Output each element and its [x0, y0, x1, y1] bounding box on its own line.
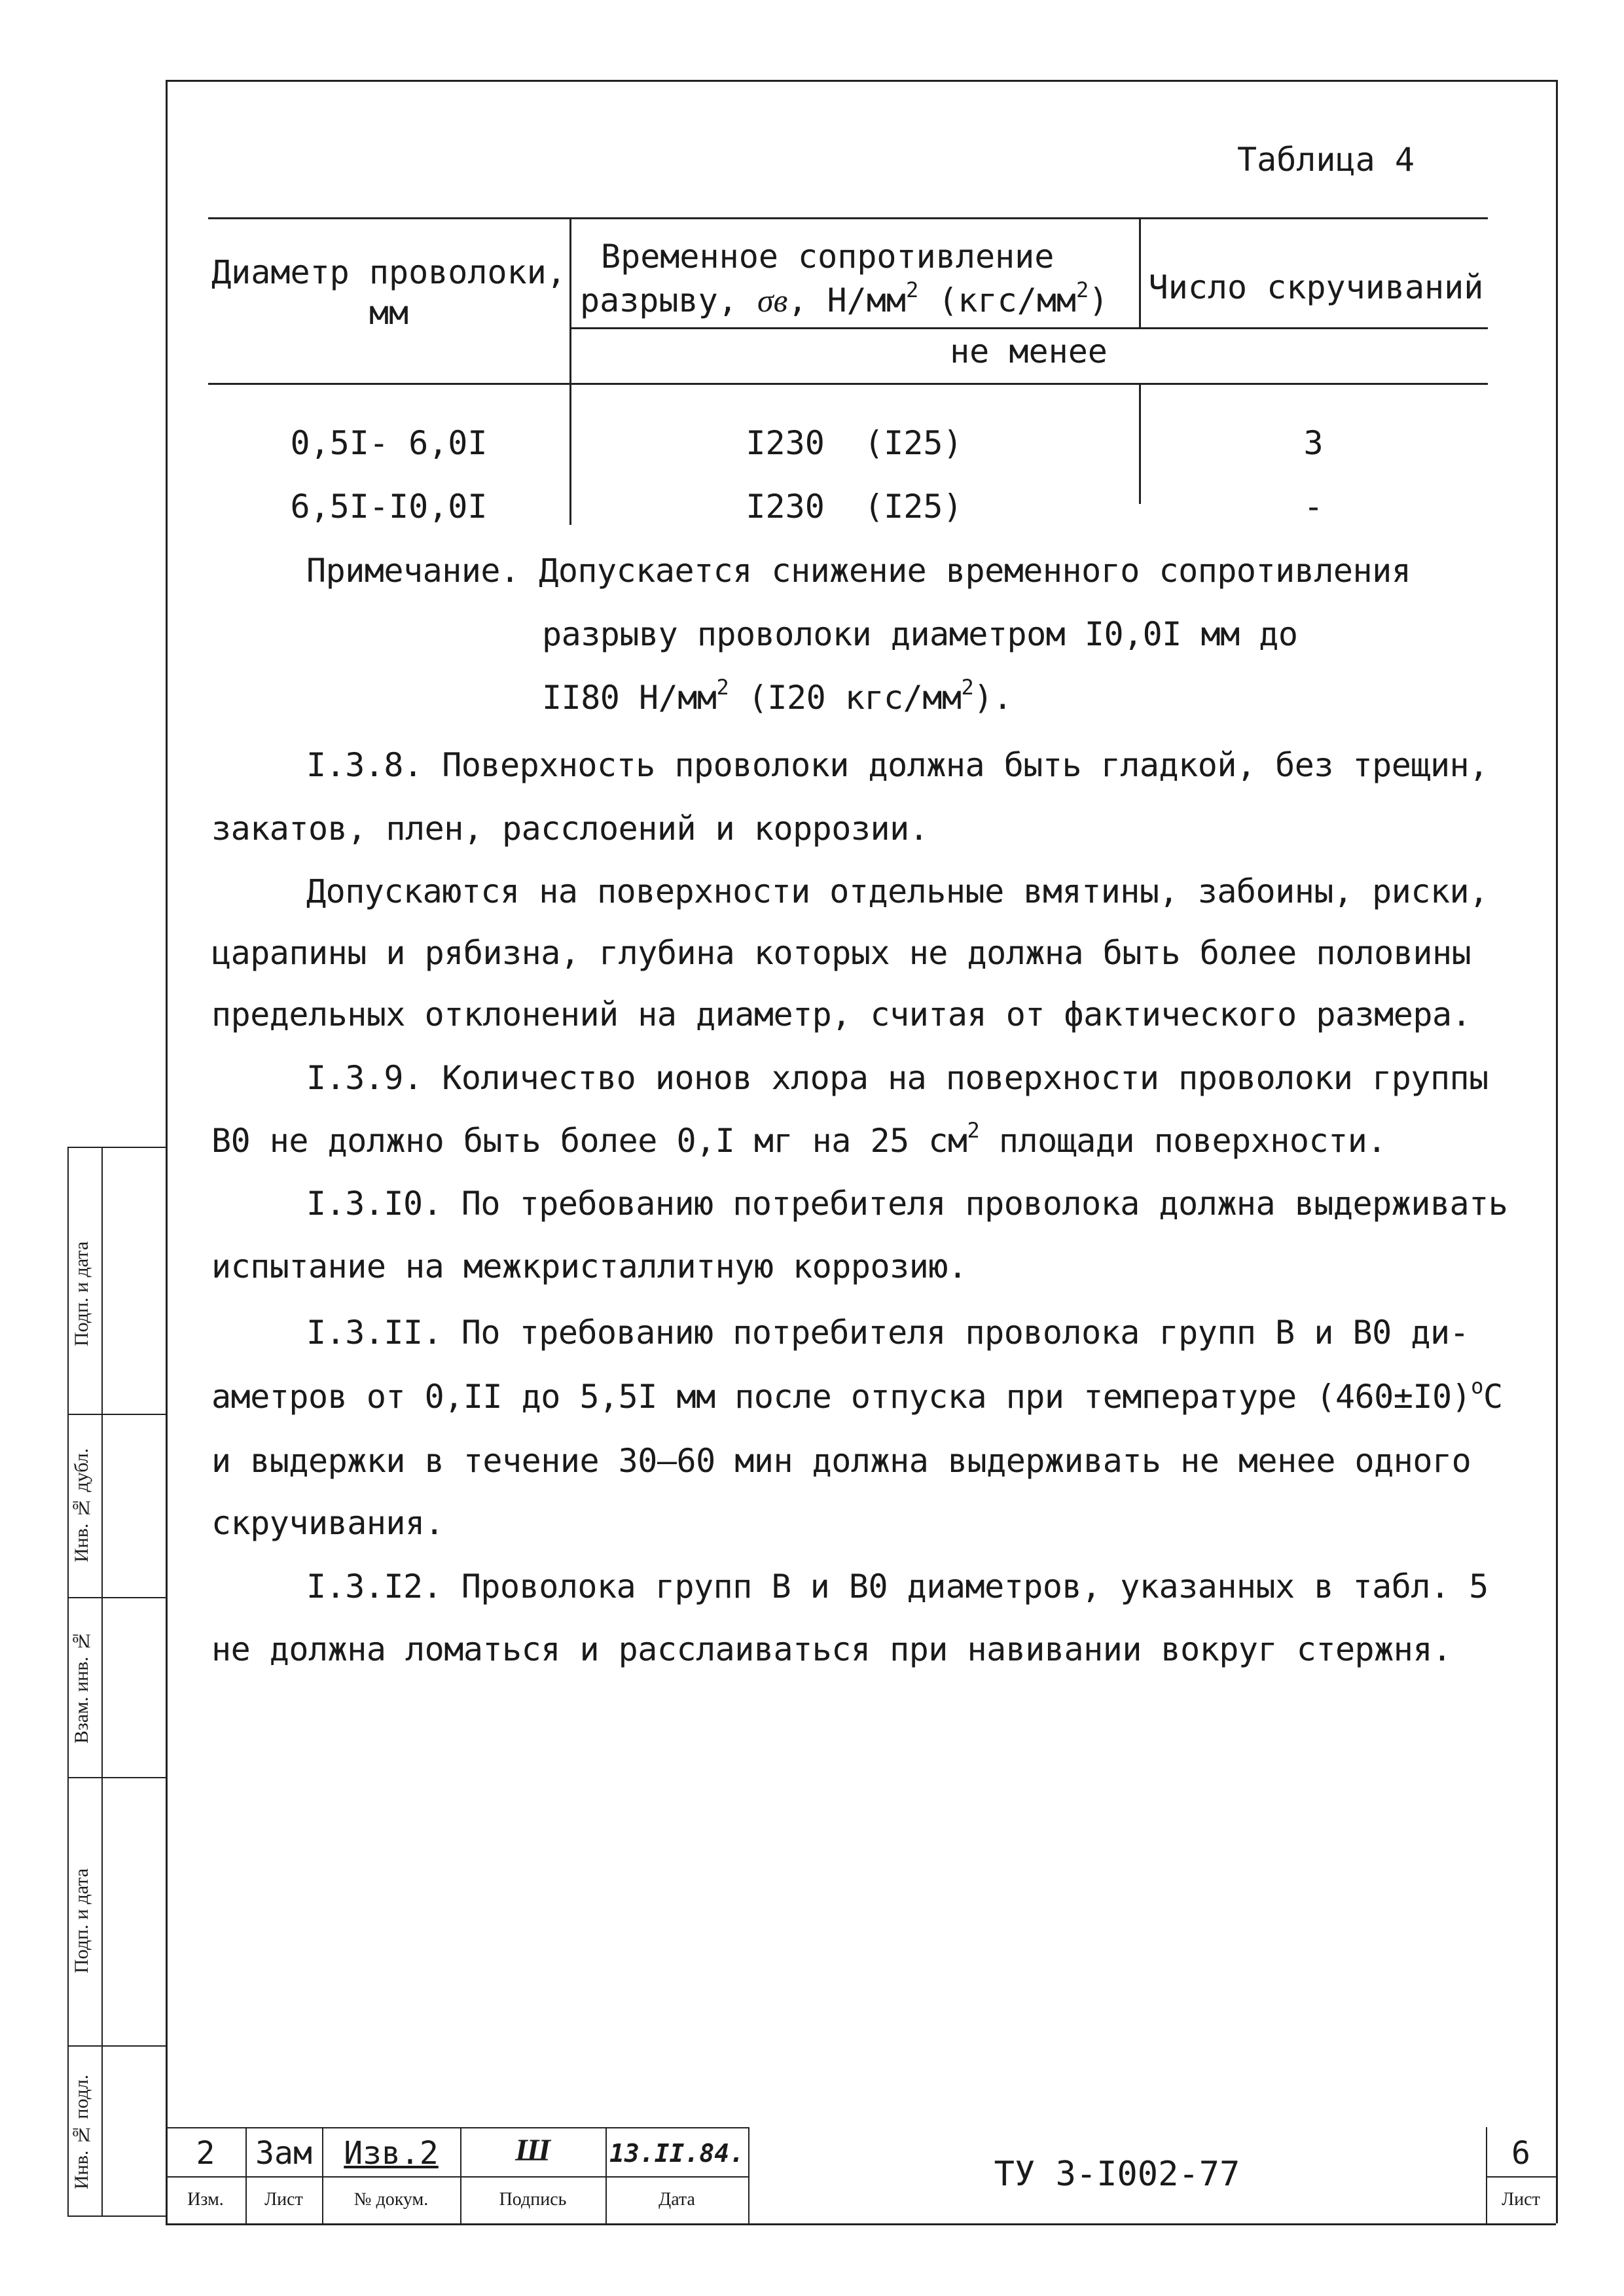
- paragraph-1-3-10-line-2: испытание на межкристаллитную коррозию.: [211, 1247, 967, 1285]
- paragraph-1-3-9-line-2-a: В0 не должно быть более 0,I мг на 25 см: [211, 1122, 967, 1160]
- paragraph-1-3-9-line-2-b: площади поверхности.: [979, 1122, 1386, 1160]
- paragraph-1-3-12-line-2: не должна ломаться и расслаиваться при навивании вокруг стержня.: [211, 1630, 1452, 1668]
- side-stamp-div-2: [67, 1597, 166, 1598]
- paragraph-1-3-11-line-2-a: аметров от 0,II до 5,5I мм после отпуска при температуре (460±I0): [211, 1378, 1471, 1416]
- note-line-3-b: (I20 кгс/мм: [729, 679, 962, 717]
- paragraph-1-3-11-line-1: I.3.II. По требованию потребителя проволока групп В и В0 ди-: [306, 1314, 1470, 1352]
- stamp-izm-value: 2: [196, 2135, 215, 2172]
- frame-right: [1556, 80, 1558, 2223]
- side-stamp-div-1: [67, 1414, 166, 1415]
- header-twists: Число скручиваний: [1148, 268, 1484, 306]
- paragraph-1-3-11-line-4: скручивания.: [211, 1504, 444, 1542]
- side-label-inv-dubl: Инв. № дубл.: [71, 1448, 92, 1563]
- stamp-list-value: Зам: [255, 2135, 312, 2172]
- degree-sign: o: [1471, 1374, 1483, 1399]
- header-diameter-line1: Диаметр проволоки,: [211, 253, 566, 291]
- note-line-2: разрыву проволоки диаметром I0,0I мм до: [542, 615, 1298, 653]
- side-label-podp-data-bottom: Подп. и дата: [71, 1868, 92, 1974]
- sigma-symbol: σв: [757, 282, 788, 319]
- side-stamp-outer-left: [67, 1147, 69, 2215]
- side-stamp-div-3: [67, 1777, 166, 1778]
- title-block-top: [166, 2127, 748, 2128]
- header-strength-line1: Временное сопротивление: [601, 238, 1055, 276]
- paragraph-1-3-10-line-1: I.3.I0. По требованию потребителя проволока должна выдерживать: [306, 1185, 1508, 1223]
- note-line-3-a: II80 Н/мм: [542, 679, 717, 717]
- superscript: 2: [905, 278, 919, 302]
- header-min-note: не менее: [950, 332, 1108, 370]
- row-1-strength: I230 (I25): [746, 424, 963, 462]
- note-line-3: [542, 675, 1013, 717]
- header-strength-unit: , Н/мм: [787, 281, 906, 319]
- note-line-1: Примечание. Допускается снижение временного сопротивления: [306, 552, 1411, 590]
- paragraph-1-3-11-line-3: и выдержки в течение 30–60 мин должна выдерживать не менее одного: [211, 1442, 1471, 1480]
- stamp-signature: Ш: [514, 2133, 551, 2168]
- header-strength-close: ): [1089, 281, 1109, 319]
- frame-bottom: [166, 2223, 1556, 2225]
- table-caption: Таблица 4: [1237, 141, 1415, 179]
- header-strength-unit-kgs: (кгс/мм: [918, 281, 1077, 319]
- table-subheader-rule: [569, 327, 1488, 329]
- header-diameter: [208, 252, 569, 333]
- header-diameter-unit: мм: [369, 294, 409, 332]
- superscript: 2: [1076, 278, 1089, 302]
- stamp-doc-caption: № докум.: [353, 2189, 429, 2210]
- paragraph-1-3-11-line-2: [211, 1374, 1503, 1416]
- side-stamp-top: [67, 1147, 166, 1148]
- paragraph-dop-line-1: Допускаются на поверхности отдельные вмятины, забоины, риски,: [306, 872, 1489, 910]
- stamp-izm-caption: Изм.: [187, 2189, 224, 2210]
- paragraph-dop-line-3: предельных отклонений на диаметр, считая от фактического размера.: [211, 996, 1471, 1033]
- sheet-number: 6: [1511, 2135, 1530, 2172]
- table-col-divider-2: [1139, 217, 1141, 327]
- side-label-podp-data-top: Подп. и дата: [71, 1241, 92, 1347]
- stamp-date-caption: Дата: [659, 2189, 695, 2210]
- frame-top: [166, 80, 1556, 82]
- superscript: 2: [961, 675, 974, 700]
- header-strength-word: разрыву,: [580, 281, 738, 319]
- row-2-twists: -: [1303, 488, 1324, 526]
- row-1-diameter: 0,5I- 6,0I: [290, 424, 488, 462]
- paragraph-dop-line-2: царапины и рябизна, глубина которых не должна быть более половины: [211, 934, 1471, 972]
- side-stamp-bottom: [67, 2215, 166, 2217]
- side-stamp-inner: [101, 1147, 103, 2215]
- paragraph-1-3-8-line-2: закатов, плен, расслоений и коррозии.: [211, 810, 929, 848]
- paragraph-1-3-11-line-2-b: С: [1483, 1378, 1503, 1416]
- paragraph-1-3-12-line-1: I.3.I2. Проволока групп В и В0 диаметров, указанных в табл. 5: [306, 1568, 1489, 1605]
- stamp-sign-caption: Подпись: [499, 2189, 567, 2210]
- table-col-divider-1: [569, 217, 571, 525]
- title-block-mid: [166, 2176, 748, 2178]
- superscript: 2: [716, 675, 729, 700]
- superscript: 2: [967, 1118, 980, 1143]
- side-label-vzam-inv: Взам. инв. №: [71, 1630, 92, 1744]
- paragraph-1-3-9-line-1: I.3.9. Количество ионов хлора на поверхности проволоки группы: [306, 1059, 1489, 1097]
- row-2-diameter: 6,5I-I0,0I: [290, 488, 488, 526]
- side-stamp-div-4: [67, 2045, 166, 2047]
- paragraph-1-3-8-line-1: I.3.8. Поверхность проволоки должна быть гладкой, без трещин,: [306, 746, 1489, 784]
- header-strength-line2: [580, 278, 1109, 319]
- paragraph-1-3-9-line-2: [211, 1118, 1386, 1160]
- frame-left: [166, 80, 168, 2223]
- stamp-doc-value: Изв.2: [344, 2135, 439, 2172]
- table-header-bottom-rule: [208, 383, 1488, 385]
- document-designation: ТУ 3-I002-77: [994, 2155, 1240, 2194]
- stamp-list-caption: Лист: [264, 2189, 303, 2210]
- note-line-3-c: ).: [973, 679, 1013, 717]
- stamp-date-value: 13.II.84.: [609, 2139, 744, 2168]
- sheet-caption: Лист: [1502, 2189, 1540, 2210]
- row-1-twists: 3: [1303, 424, 1324, 462]
- side-label-inv-podl: Инв. № подл.: [71, 2074, 92, 2190]
- title-block-sheet-mid: [1486, 2176, 1556, 2178]
- table-top-rule: [208, 217, 1488, 219]
- row-2-strength: I230 (I25): [746, 488, 963, 526]
